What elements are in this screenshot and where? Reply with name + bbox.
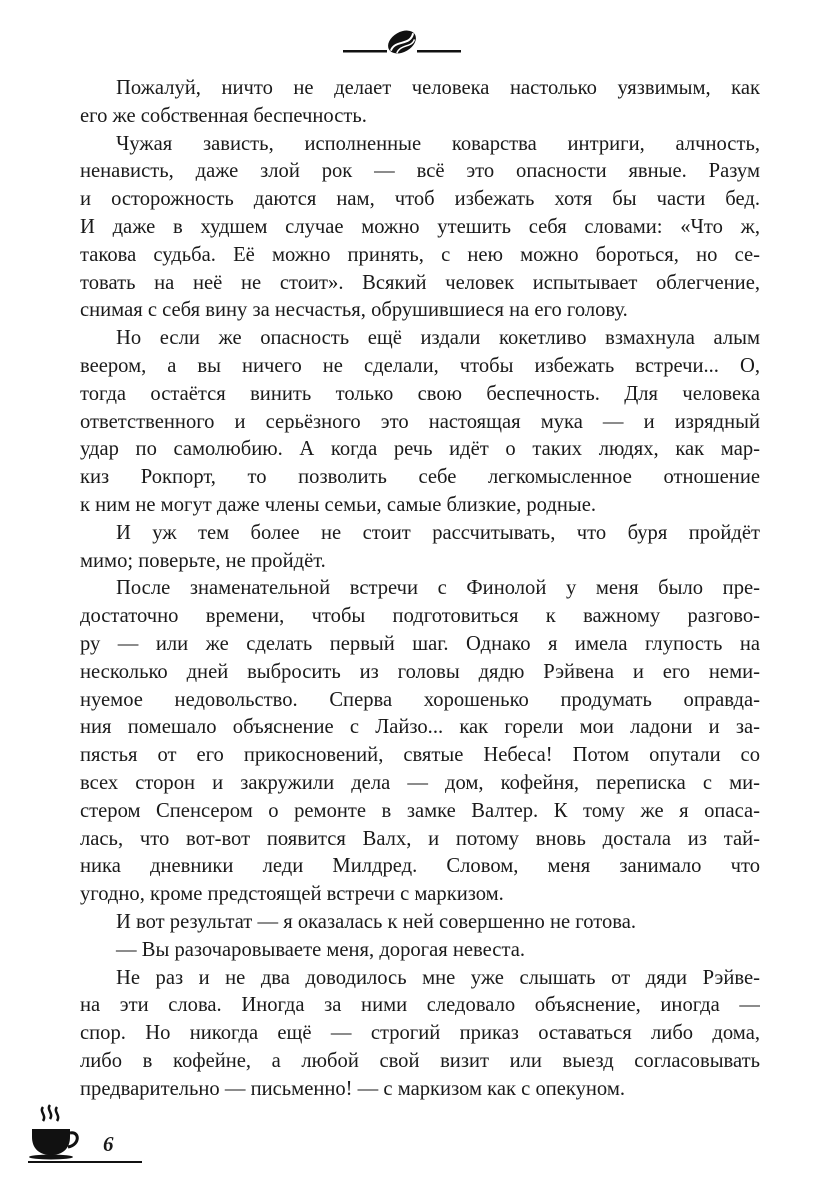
text-line: и осторожность даются нам, чтоб избежать хотя бы части бед. [80,188,760,211]
coffee-cup-icon [26,1103,86,1161]
text-line: пястья от его прикосновений, святые Небеса! Потом опутали со [80,744,760,767]
text-line: И вот результат — я оказалась к ней совершенно не готова. [116,910,636,933]
text-line: веером, а вы ничего не сделали, чтобы избежать встречи... О, [80,354,760,377]
page-number: 6 [103,1132,114,1156]
text-line: ника дневники леди Милдред. Словом, меня занимало что [80,855,760,878]
text-line: ния помешало объяснение с Лайзо... как горели мои ладони и за- [80,716,760,739]
text-line: на эти слова. Иногда за ними следовало объяснение, иногда — [80,994,760,1017]
text-line: тогда остаётся винить только свою беспечность. Для человека [80,382,760,405]
text-line: И даже в худшем случае можно утешить себя словами: «Что ж, [80,215,760,238]
text-line: И уж тем более не стоит рассчитывать, что буря пройдёт [116,521,760,544]
text-line: Пожалуй, ничто не делает человека настолько уязвимым, как [116,77,760,99]
text-line: После знаменательной встречи с Финолой у меня было пре- [116,577,760,600]
text-line: лась, что вот-вот появится Валх, и потому вновь достала из тай- [80,827,760,850]
text-line: ненависть, даже злой рок — всё это опасности явные. Разум [80,160,760,183]
paragraph [80,75,760,131]
text-line: Чужая зависть, исполненные коварства интриги, алчность, [116,132,760,155]
text-line: либо в кофейне, а любой свой визит или выезд согласовывать [80,1049,760,1072]
paragraph [80,131,760,326]
paragraph [80,909,760,937]
text-line: — Вы разочаровываете меня, дорогая невеста. [116,938,525,961]
text-line: ответственного и серьёзного это настоящая мука — и изрядный [80,410,760,433]
text-line: к ним не могут даже члены семьи, самые близкие, родные. [80,493,596,516]
text-line: предварительно — письменно! — с маркизом как с опекуном. [80,1077,626,1100]
text-line: достаточно времени, чтобы подготовиться к важному разгово- [80,605,760,628]
coffee-bean-icon [343,28,461,58]
text-line: мимо; поверьте, не пройдёт. [80,549,326,572]
text-line: Не раз и не два доводилось мне уже слышать от дяди Рэйве- [116,966,760,989]
paragraph [80,520,760,576]
paragraph [80,325,760,520]
text-line: его же собственная беспечность. [80,104,367,127]
text-line: угодно, кроме предстоящей встречи с маркизом. [80,883,504,906]
text-line: такова судьба. Её можно принять, с нею можно бороться, но се- [80,243,760,266]
paragraph [80,937,760,965]
text-line: всех сторон и закружили дела — дом, кофейня, переписка с ми- [80,771,760,794]
text-line: несколько дней выбросить из головы дядю Рэйвена и его неми- [80,660,760,683]
text-line: киз Рокпорт, то позволить себе легкомысленное отношение [80,466,760,489]
text-line: нуемое недовольство. Сперва хорошенько продумать оправда- [80,688,760,711]
text-line: ру — или же сделать первый шаг. Однако я имела глупость на [80,632,760,655]
body-text [80,75,760,1103]
text-line: спор. Но никогда ещё — строгий приказ оставаться либо дома, [80,1022,760,1045]
text-line: стером Спенсером о ремонте в замке Валтер. К тому же я опаса- [80,799,760,822]
paragraph [80,965,760,1104]
text-line: снимая с себя вину за несчастья, обрушившиеся на его голову. [80,299,628,322]
footer-rule [28,1161,142,1163]
text-line: удар по самолюбию. А когда речь идёт о таких людях, как мар- [80,438,760,461]
paragraph [80,575,760,909]
text-line: Но если же опасность ещё издали кокетливо взмахнула алым [116,327,760,350]
text-line: товать на неё не стоит». Всякий человек испытывает облегчение, [80,271,760,294]
